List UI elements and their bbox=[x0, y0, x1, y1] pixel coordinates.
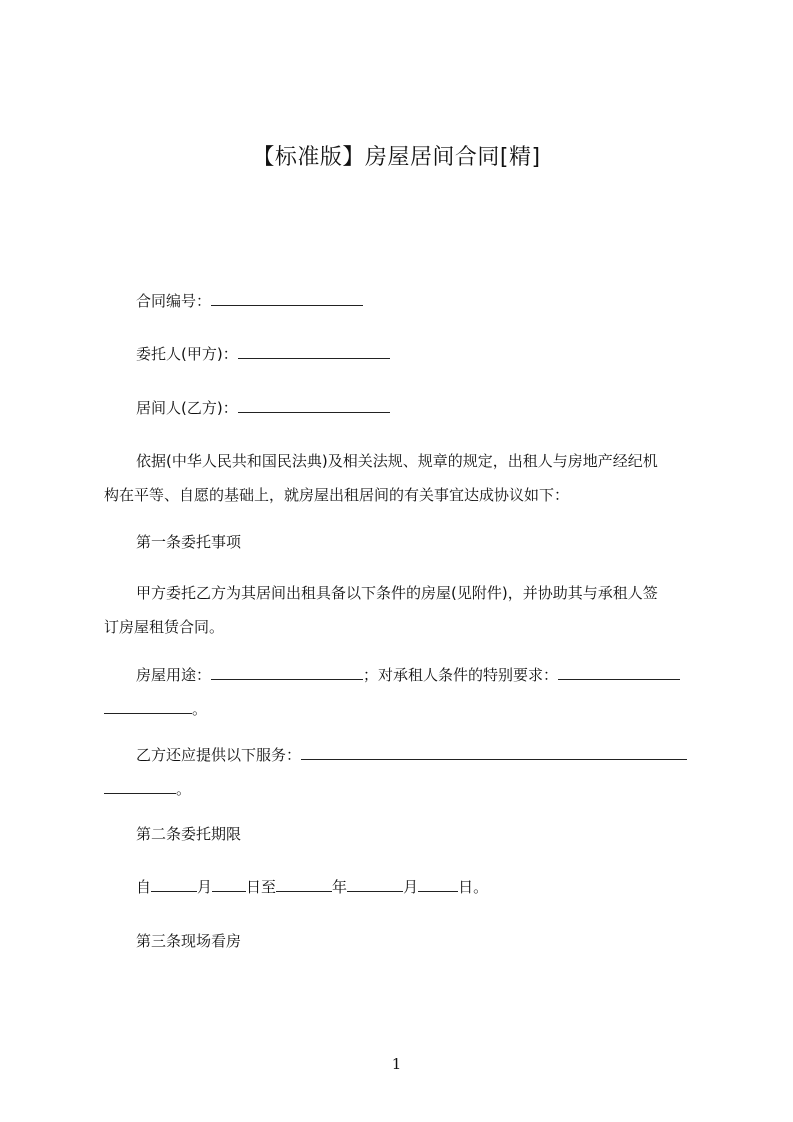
article-1-paragraph bbox=[104, 576, 704, 644]
broker-label: 居间人(乙方)： bbox=[136, 399, 238, 417]
services-line-2 bbox=[104, 772, 704, 806]
usage-blank[interactable] bbox=[211, 664, 363, 680]
services-line-1 bbox=[104, 738, 704, 772]
broker-blank[interactable] bbox=[238, 397, 390, 413]
principal-line bbox=[104, 343, 736, 365]
usage-label: 房屋用途： bbox=[136, 666, 212, 684]
page-number: 1 bbox=[391, 1055, 402, 1073]
start-day-blank[interactable] bbox=[212, 876, 246, 892]
period-year-2: 年 bbox=[332, 878, 348, 896]
contract-number-label: 合同编号： bbox=[136, 292, 212, 310]
services-blank[interactable] bbox=[301, 744, 687, 760]
intro-line-1: 依据(中华人民共和国民法典)及相关法规、规章的规定，出租人与房地产经纪机 bbox=[136, 452, 658, 470]
article-1-heading: 第一条委托事项 bbox=[136, 533, 242, 551]
usage-paragraph bbox=[104, 658, 704, 726]
intro-paragraph bbox=[104, 444, 704, 512]
requirements-blank[interactable] bbox=[558, 664, 680, 680]
period-day-2: 日。 bbox=[458, 878, 489, 896]
usage-end: 。 bbox=[192, 700, 208, 718]
document-title: 【标准版】房屋居间合同[精] bbox=[252, 145, 541, 170]
start-month-blank[interactable] bbox=[151, 876, 197, 892]
contract-number-line bbox=[104, 290, 736, 312]
article-3-heading: 第三条现场看房 bbox=[136, 932, 242, 950]
period-from: 自 bbox=[136, 878, 152, 896]
requirements-blank-continued[interactable] bbox=[104, 698, 192, 714]
intro-line-2: 构在平等、自愿的基础上，就房屋出租居间的有关事宜达成协议如下： bbox=[104, 486, 570, 504]
services-label: 乙方还应提供以下服务： bbox=[136, 746, 302, 764]
principal-blank[interactable] bbox=[238, 343, 390, 359]
period-line bbox=[104, 876, 736, 898]
period-month-1: 月 bbox=[197, 878, 213, 896]
end-year-blank[interactable] bbox=[276, 876, 332, 892]
usage-separator: ；对承租人条件的特别要求： bbox=[363, 666, 559, 684]
services-end: 。 bbox=[176, 780, 192, 798]
end-day-blank[interactable] bbox=[418, 876, 458, 892]
article-2-heading: 第二条委托期限 bbox=[136, 825, 242, 843]
services-paragraph bbox=[104, 738, 704, 806]
article-1-line-2: 订房屋租赁合同。 bbox=[104, 618, 225, 636]
usage-line-2 bbox=[104, 692, 704, 726]
article-1-line-1: 甲方委托乙方为其居间出租具备以下条件的房屋(见附件)，并协助其与承租人签 bbox=[136, 584, 658, 602]
principal-label: 委托人(甲方)： bbox=[136, 345, 238, 363]
usage-line-1 bbox=[104, 658, 704, 692]
period-month-2: 月 bbox=[403, 878, 419, 896]
contract-number-blank[interactable] bbox=[211, 290, 363, 306]
services-blank-continued[interactable] bbox=[104, 778, 176, 794]
period-day-to: 日至 bbox=[246, 878, 277, 896]
broker-line bbox=[104, 397, 736, 419]
end-month-blank[interactable] bbox=[347, 876, 403, 892]
